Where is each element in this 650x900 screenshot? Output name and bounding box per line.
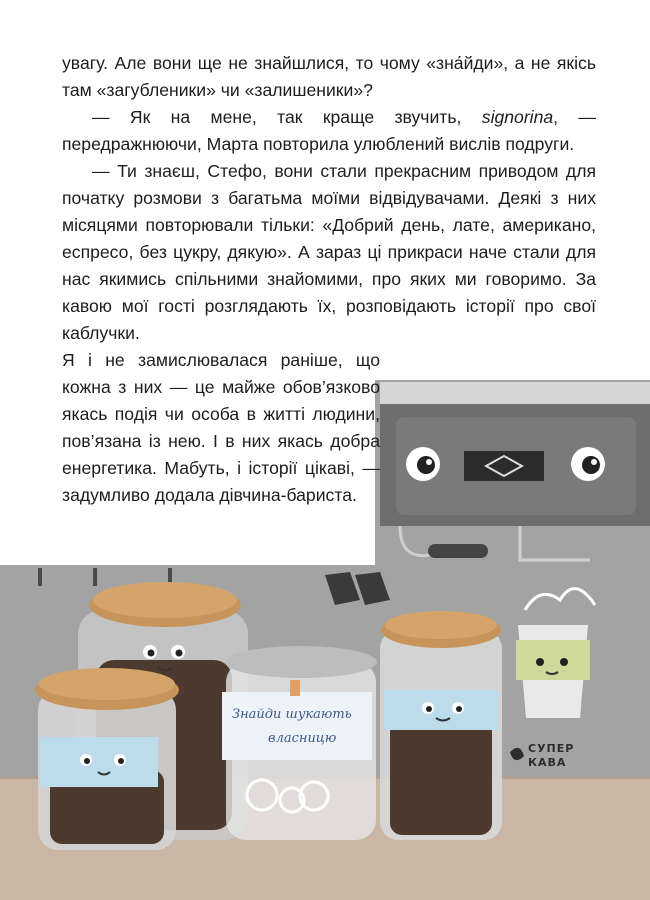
story-text (62, 50, 596, 509)
coffee-jar-right (380, 611, 502, 840)
sign-line-1: Знайди шукають (232, 707, 352, 722)
italic-word: signorina (481, 107, 554, 127)
wrapped-text-block (62, 347, 596, 509)
coffee-jar-front-left (35, 668, 179, 850)
paragraph-2 (62, 104, 596, 158)
logo-line-1: СУПЕР (528, 742, 575, 755)
paragraph-2-end: , — передражнюючи, Марта повторила улюблений вислів подруги. (62, 107, 596, 154)
sign-line-2: власницю (268, 731, 337, 746)
note-card (222, 692, 372, 760)
logo-line-2: КАВА (528, 756, 567, 769)
glass-jar-rings (222, 646, 377, 840)
paragraph-4: Я і не замислювалася раніше, що кожна з них — це майже обов’язково якась подія чи особа в житті людини, пов’язана із нею. І в них якась добра енергетика. Мабуть, і історії цікаві, — задумливо додала дівчина-бариста. (62, 350, 380, 505)
paragraph-2-start: — Як на мене, так краще звучить, (92, 107, 482, 127)
paragraph-1: увагу. Але вони ще не знайшлися, то чому «зна́йди», а не якісь там «загубленики» чи «залишеники»? (62, 53, 596, 100)
paragraph-3: — Ти знаєш, Стефо, вони стали прекрасним приводом для початку розмови з багатьма моїми відвідувачами. Деякі з них місяцями повторювали тільки: «Добрий день, лате, американо, еспресо, без цукру, дякую». А зараз ці прикраси наче стали для нас якимись спільними знайомими, про яких ми говоримо. За кавою мої гості розглядають їх, розповідають історії про свої каблучки. (62, 161, 596, 343)
